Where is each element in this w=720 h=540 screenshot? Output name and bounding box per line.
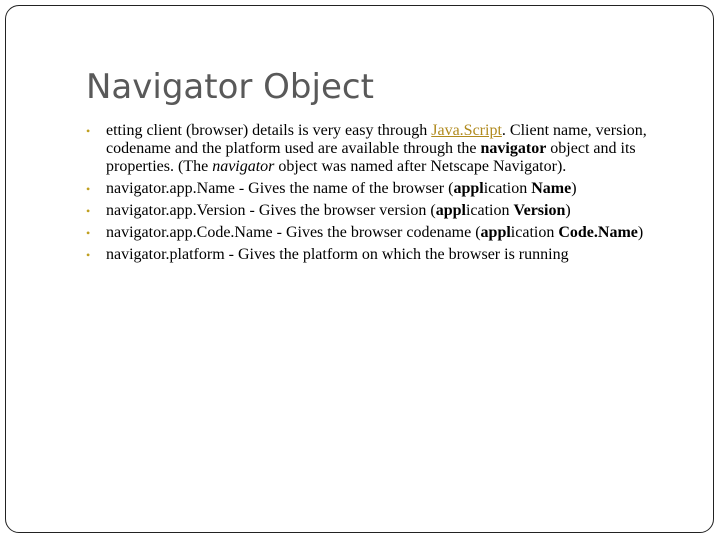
bullet-text: ication	[510, 224, 559, 241]
bullet-text: etting client (browser) details is very easy through	[106, 122, 432, 139]
bullet-item-app-code-name	[86, 224, 686, 242]
bold-term: Version	[513, 202, 566, 219]
bullet-text: ication	[483, 180, 532, 197]
bullet-text: navigator.app.Version - Gives the browser version (	[106, 202, 436, 219]
slide-title: Navigator Object	[86, 67, 374, 107]
bullet-item-app-version	[86, 202, 686, 220]
bullet-item-intro	[86, 122, 686, 176]
bullet-item-app-name	[86, 180, 686, 198]
bullet-icon: •	[86, 182, 91, 196]
bullet-icon: •	[86, 226, 91, 240]
bullet-text: ication	[465, 202, 514, 219]
bullet-icon: •	[86, 124, 91, 138]
bold-term: Code.Name	[558, 224, 638, 241]
bullet-text: . Client name, version, codename and the platform used are available through the	[106, 122, 647, 157]
javascript-link[interactable]: Java.Script	[431, 122, 502, 139]
bullet-list	[86, 122, 686, 268]
bullet-text: navigator.app.Code.Name - Gives the browser codename (	[106, 224, 481, 241]
italic-term: navigator	[212, 158, 275, 175]
bold-term: navigator	[480, 140, 547, 157]
bold-term: appl	[435, 202, 466, 219]
bullet-text: object and its properties. (The	[106, 140, 636, 175]
bullet-text: navigator.platform - Gives the platform on which the browser is running	[106, 246, 569, 263]
bold-term: Name	[531, 180, 572, 197]
bullet-text: )	[571, 180, 577, 197]
bullet-icon: •	[86, 248, 91, 262]
slide-frame	[5, 5, 714, 533]
bullet-text: navigator.app.Name - Gives the name of the browser (	[106, 180, 454, 197]
bold-term: appl	[453, 180, 484, 197]
bullet-item-platform	[86, 246, 686, 264]
bullet-text: )	[637, 224, 644, 241]
bullet-text: object was named after Netscape Navigator).	[274, 158, 567, 175]
bullet-text: )	[565, 202, 571, 219]
bullet-icon: •	[86, 204, 91, 218]
bold-term: appl	[480, 224, 511, 241]
